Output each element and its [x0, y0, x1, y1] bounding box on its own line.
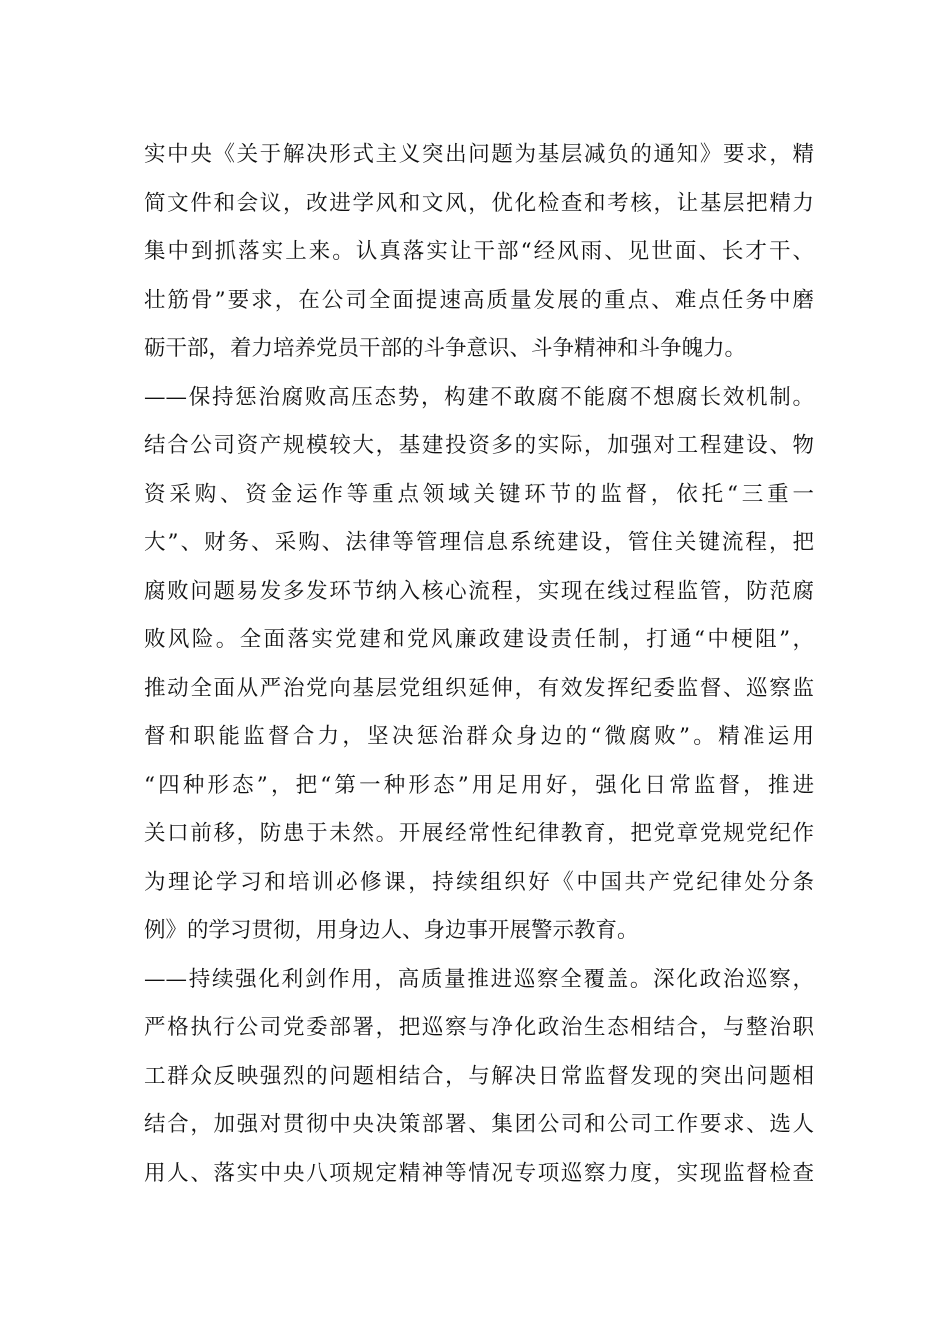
text-line: 例》的学习贯彻，用身边人、身边事开展警示教育。	[144, 918, 639, 943]
text-line: 结合公司资产规模较大，基建投资多的实际，加强对工程建设、物	[144, 433, 814, 458]
text-line: 腐败问题易发多发环节纳入核心流程，实现在线过程监管，防范腐	[144, 578, 814, 604]
text-line: ——保持惩治腐败高压态势，构建不敢腐不能腐不想腐长效机制。	[144, 384, 814, 410]
text-line: 关口前移，防患于未然。开展经常性纪律教育，把党章党规党纪作	[144, 821, 814, 846]
text-line: ——持续强化利剑作用，高质量推进巡察全覆盖。深化政治巡察，	[144, 966, 814, 992]
text-line: 砺干部，着力培养党员干部的斗争意识、斗争精神和斗争魄力。	[144, 336, 747, 361]
text-line: 用人、落实中央八项规定精神等情况专项巡察力度，实现监督检查	[144, 1160, 814, 1186]
text-line: 督和职能监督合力，坚决惩治群众身边的“微腐败”。精准运用	[144, 724, 814, 749]
text-line: “四种形态”，把“第一种形态”用足用好，强化日常监督，推进	[144, 772, 814, 798]
text-line: 严格执行公司党委部署，把巡察与净化政治生态相结合，与整治职	[144, 1015, 814, 1040]
text-line: 简文件和会议，改进学风和文风，优化检查和考核，让基层把精力	[144, 190, 814, 216]
text-line: 结合，加强对贯彻中央决策部署、集团公司和公司工作要求、选人	[144, 1112, 814, 1137]
text-line: 败风险。全面落实党建和党风廉政建设责任制，打通“中梗阻”，	[144, 627, 814, 652]
text-line: 集中到抓落实上来。认真落实让干部“经风雨、见世面、长才干、	[144, 239, 814, 264]
document-body	[144, 131, 814, 1198]
text-line: 大”、财务、采购、法律等管理信息系统建设，管住关键流程，把	[144, 530, 814, 555]
text-line: 实中央《关于解决形式主义突出问题为基层减负的通知》要求，精	[144, 142, 814, 167]
text-line: 为理论学习和培训必修课，持续组织好《中国共产党纪律处分条	[144, 869, 814, 895]
text-line: 壮筋骨”要求，在公司全面提速高质量发展的重点、难点任务中磨	[144, 287, 814, 313]
text-line: 资采购、资金运作等重点领域关键环节的监督，依托“三重一	[144, 481, 814, 507]
text-line: 工群众反映强烈的问题相结合，与解决日常监督发现的突出问题相	[144, 1063, 814, 1089]
text-line: 推动全面从严治党向基层党组织延伸，有效发挥纪委监督、巡察监	[144, 675, 814, 701]
